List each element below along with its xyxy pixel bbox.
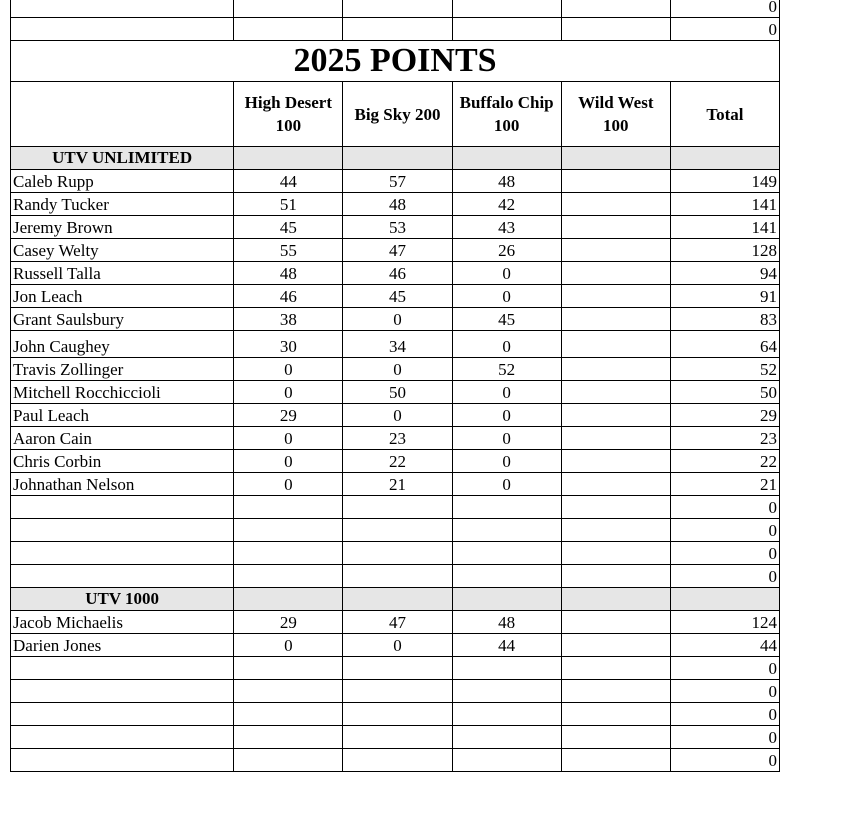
table-row [11,611,780,634]
cell-event2[interactable]: 47 [343,611,452,634]
cell-name[interactable]: Travis Zollinger [11,358,234,381]
cell-event4[interactable] [561,239,670,262]
cell-event3[interactable]: 52 [452,358,561,381]
cell-event2[interactable]: 45 [343,285,452,308]
header-event4[interactable]: Wild West 100 [561,82,670,147]
cell-total[interactable]: 50 [670,381,779,404]
table-row [11,193,780,216]
cell-event3[interactable]: 0 [452,331,561,358]
table-row [11,331,780,358]
cell-event3[interactable] [452,726,561,749]
cell-event2[interactable] [343,703,452,726]
cell-event3[interactable]: 0 [452,427,561,450]
section-header-cell[interactable] [452,588,561,611]
cell-event2[interactable] [343,680,452,703]
cell-event1[interactable]: 0 [234,634,343,657]
cell-event4[interactable] [561,450,670,473]
table-row [11,726,780,749]
cell-event2[interactable] [343,496,452,519]
cell-event1[interactable] [234,726,343,749]
table-row [11,170,780,193]
cell-total[interactable]: 21 [670,473,779,496]
cell-event1[interactable]: 51 [234,193,343,216]
cell-event1[interactable] [234,496,343,519]
cell-event3[interactable]: 45 [452,308,561,331]
cell-event4[interactable] [561,262,670,285]
section-header-cell[interactable] [452,147,561,170]
cell-event4[interactable] [561,565,670,588]
points-table [10,0,780,772]
table-row [11,239,780,262]
cell-total[interactable]: 0 [670,703,779,726]
cell-event1[interactable] [234,542,343,565]
cell-event3[interactable]: 48 [452,170,561,193]
cell-event2[interactable] [343,519,452,542]
table-row [11,542,780,565]
section-header-utv-1000 [11,588,780,611]
cell-event1[interactable]: 46 [234,285,343,308]
cell-event4[interactable] [561,611,670,634]
cell-event2[interactable]: 48 [343,193,452,216]
cell-name[interactable] [11,565,234,588]
cell-event4[interactable] [561,331,670,358]
cell-event2[interactable]: 22 [343,450,452,473]
cell-event2[interactable] [343,542,452,565]
table-row [11,285,780,308]
cell-event2[interactable]: 23 [343,427,452,450]
cell-total[interactable]: 52 [670,358,779,381]
cell-name[interactable] [11,703,234,726]
cell-name[interactable]: Johnathan Nelson [11,473,234,496]
header-event2[interactable]: Big Sky 200 [343,82,452,147]
cell-total[interactable]: 128 [670,239,779,262]
cell-event4[interactable] [561,0,670,18]
cell-total[interactable]: 0 [670,749,779,772]
cell-event3[interactable]: 26 [452,239,561,262]
section-header-cell[interactable] [234,147,343,170]
cell-event1[interactable]: 29 [234,404,343,427]
cell-name[interactable]: Jon Leach [11,285,234,308]
cell-event3[interactable] [452,657,561,680]
section-header-cell[interactable] [670,147,779,170]
cell-name[interactable]: Randy Tucker [11,193,234,216]
cell-event1[interactable]: 38 [234,308,343,331]
table-row [11,680,780,703]
cell-event2[interactable] [343,565,452,588]
cell-event4[interactable] [561,496,670,519]
cell-name[interactable] [11,726,234,749]
cell-event4[interactable] [561,726,670,749]
cell-name[interactable] [11,18,234,41]
cell-total[interactable]: 94 [670,262,779,285]
cell-event2[interactable] [343,726,452,749]
table-row [11,473,780,496]
header-total[interactable]: Total [670,82,779,147]
title-row [11,41,780,82]
cell-event4[interactable] [561,216,670,239]
cell-event3[interactable] [452,703,561,726]
cell-event1[interactable]: 44 [234,170,343,193]
cell-name[interactable] [11,680,234,703]
table-row [11,381,780,404]
cell-event4[interactable] [561,680,670,703]
cell-total[interactable]: 83 [670,308,779,331]
cell-event2[interactable]: 21 [343,473,452,496]
cell-event3[interactable]: 42 [452,193,561,216]
cell-event4[interactable] [561,404,670,427]
cell-name[interactable]: Russell Talla [11,262,234,285]
cell-event1[interactable] [234,680,343,703]
table-row [11,634,780,657]
cell-total[interactable]: 0 [670,657,779,680]
cell-event1[interactable]: 0 [234,473,343,496]
cell-event1[interactable]: 0 [234,381,343,404]
table-row [11,450,780,473]
cell-event1[interactable]: 29 [234,611,343,634]
cell-event2[interactable]: 34 [343,331,452,358]
header-event3[interactable]: Buffalo Chip 100 [452,82,561,147]
cell-event3[interactable]: 48 [452,611,561,634]
table-row [11,308,780,331]
cell-event3[interactable] [452,565,561,588]
cell-event4[interactable] [561,381,670,404]
cell-total[interactable]: 141 [670,193,779,216]
cell-event4[interactable] [561,358,670,381]
cell-name[interactable] [11,749,234,772]
section-header-cell[interactable] [234,588,343,611]
cell-event2[interactable] [343,0,452,18]
cell-total[interactable]: 29 [670,404,779,427]
cell-event4[interactable] [561,519,670,542]
section-label[interactable]: UTV 1000 [11,588,234,611]
cell-event4[interactable] [561,703,670,726]
cell-event3[interactable]: 0 [452,381,561,404]
cell-event3[interactable]: 0 [452,404,561,427]
cell-name[interactable]: Darien Jones [11,634,234,657]
cell-event4[interactable] [561,308,670,331]
cell-event4[interactable] [561,634,670,657]
table-row [11,496,780,519]
section-header-cell[interactable] [561,588,670,611]
cell-event2[interactable]: 47 [343,239,452,262]
cell-name[interactable]: Grant Saulsbury [11,308,234,331]
table-row [11,565,780,588]
table-row [11,262,780,285]
cell-event2[interactable]: 0 [343,358,452,381]
cell-name[interactable]: Casey Welty [11,239,234,262]
cell-total[interactable]: 64 [670,331,779,358]
cell-name[interactable]: John Caughey [11,331,234,358]
cell-name[interactable] [11,519,234,542]
cell-event2[interactable]: 53 [343,216,452,239]
cell-event4[interactable] [561,193,670,216]
cell-event3[interactable] [452,749,561,772]
header-event1[interactable]: High Desert 100 [234,82,343,147]
cell-event1[interactable] [234,703,343,726]
top-row [11,18,780,41]
header-row [11,82,780,147]
cell-event1[interactable] [234,519,343,542]
table-row [11,358,780,381]
cell-total[interactable]: 0 [670,542,779,565]
cell-event4[interactable] [561,749,670,772]
cell-name[interactable]: Chris Corbin [11,450,234,473]
cell-name[interactable]: Paul Leach [11,404,234,427]
cell-total[interactable]: 0 [670,726,779,749]
table-row [11,216,780,239]
sheet-title[interactable]: 2025 POINTS [11,41,780,82]
table-row [11,657,780,680]
cell-event3[interactable] [452,542,561,565]
section-header-cell[interactable] [343,588,452,611]
cell-event3[interactable]: 44 [452,634,561,657]
cell-total[interactable]: 124 [670,611,779,634]
cell-event4[interactable] [561,170,670,193]
cell-event2[interactable]: 0 [343,404,452,427]
cell-name[interactable]: Aaron Cain [11,427,234,450]
section-header-cell[interactable] [343,147,452,170]
cell-total[interactable]: 0 [670,680,779,703]
cell-total[interactable]: 0 [670,565,779,588]
cell-name[interactable] [11,657,234,680]
cell-total[interactable]: 44 [670,634,779,657]
cell-event1[interactable]: 0 [234,450,343,473]
cell-name[interactable] [11,496,234,519]
cell-total[interactable]: 22 [670,450,779,473]
cell-event1[interactable]: 45 [234,216,343,239]
cell-event1[interactable] [234,18,343,41]
cell-event1[interactable] [234,565,343,588]
cell-name[interactable] [11,0,234,18]
cell-total[interactable]: 23 [670,427,779,450]
cell-name[interactable]: Mitchell Rocchiccioli [11,381,234,404]
cell-event3[interactable] [452,680,561,703]
cell-event4[interactable] [561,473,670,496]
top-row [11,0,780,18]
cell-total[interactable]: 91 [670,285,779,308]
cell-event4[interactable] [561,18,670,41]
section-label[interactable]: UTV UNLIMITED [11,147,234,170]
cell-name[interactable]: Jeremy Brown [11,216,234,239]
cell-event2[interactable]: 50 [343,381,452,404]
cell-name[interactable] [11,542,234,565]
table-row [11,519,780,542]
cell-event1[interactable]: 48 [234,262,343,285]
cell-event1[interactable] [234,749,343,772]
cell-event3[interactable]: 43 [452,216,561,239]
cell-event4[interactable] [561,657,670,680]
cell-event2[interactable]: 46 [343,262,452,285]
cell-total[interactable]: 149 [670,170,779,193]
table-row [11,703,780,726]
header-blank[interactable] [11,82,234,147]
cell-event2[interactable]: 0 [343,308,452,331]
cell-event3[interactable]: 0 [452,262,561,285]
cell-event2[interactable]: 57 [343,170,452,193]
section-header-cell[interactable] [561,147,670,170]
cell-event2[interactable] [343,657,452,680]
table-row [11,427,780,450]
cell-total[interactable]: 0 [670,18,779,41]
cell-event1[interactable]: 0 [234,427,343,450]
cell-event1[interactable]: 0 [234,358,343,381]
cell-event3[interactable] [452,519,561,542]
cell-total[interactable]: 0 [670,519,779,542]
cell-event2[interactable]: 0 [343,634,452,657]
cell-event4[interactable] [561,542,670,565]
cell-event3[interactable]: 0 [452,473,561,496]
cell-event1[interactable] [234,0,343,18]
cell-event3[interactable]: 0 [452,450,561,473]
cell-event4[interactable] [561,285,670,308]
cell-name[interactable]: Jacob Michaelis [11,611,234,634]
cell-event3[interactable] [452,0,561,18]
cell-total[interactable]: 0 [670,0,779,18]
cell-total[interactable]: 141 [670,216,779,239]
cell-total[interactable]: 0 [670,496,779,519]
cell-event1[interactable]: 55 [234,239,343,262]
section-header-utv-unlimited [11,147,780,170]
section-header-cell[interactable] [670,588,779,611]
table-row [11,404,780,427]
cell-event3[interactable] [452,18,561,41]
cell-event2[interactable] [343,749,452,772]
cell-event2[interactable] [343,18,452,41]
cell-event4[interactable] [561,427,670,450]
cell-name[interactable]: Caleb Rupp [11,170,234,193]
cell-event3[interactable] [452,496,561,519]
cell-event1[interactable] [234,657,343,680]
cell-event3[interactable]: 0 [452,285,561,308]
table-row [11,749,780,772]
cell-event1[interactable]: 30 [234,331,343,358]
